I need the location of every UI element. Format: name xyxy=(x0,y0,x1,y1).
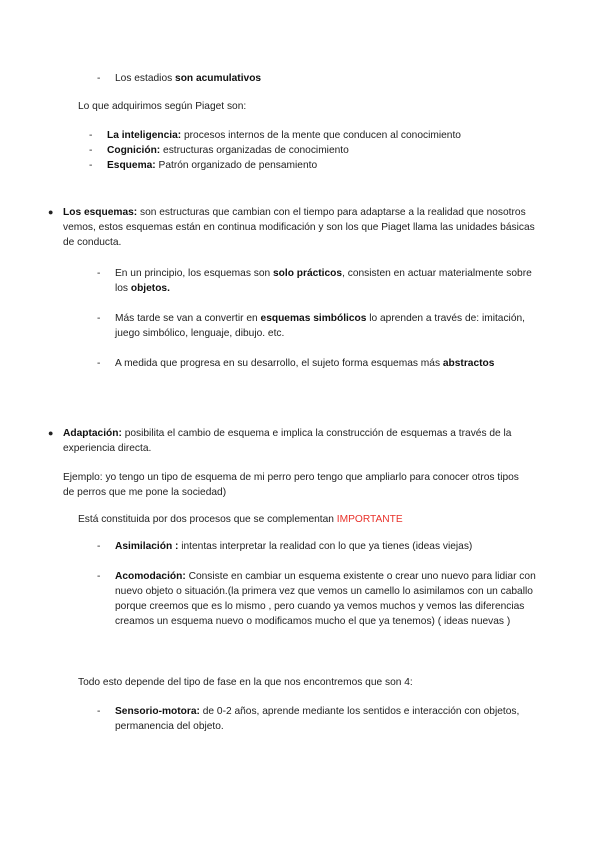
item-bold: solo prácticos xyxy=(273,268,343,279)
list-item xyxy=(89,158,589,173)
item-term: Acomodación: xyxy=(115,571,186,582)
item-term: Cognición: xyxy=(107,145,161,156)
bullet-marker: ● xyxy=(48,428,54,438)
item-text: En un principio, los esquemas son xyxy=(115,268,273,279)
importante-label: IMPORTANTE xyxy=(336,514,403,525)
adquisiciones-list xyxy=(89,128,589,173)
estadios-text: Los estadios xyxy=(115,73,176,84)
item-desc: intentas interpretar la realidad con lo que ya tienes (ideas viejas) xyxy=(178,541,473,552)
item-desc: de 0-2 años, aprende mediante los sentidos e interacción con objetos, permanencia del objeto. xyxy=(115,706,520,732)
dash-marker: - xyxy=(89,130,93,141)
estadios-bold: son acumulativos xyxy=(175,73,262,84)
acomodacion-item xyxy=(97,569,555,629)
asimilacion-item xyxy=(97,539,555,554)
dash-marker: - xyxy=(97,571,101,582)
adquirimos-line: Lo que adquirimos según Piaget son: xyxy=(78,101,247,112)
item-desc: Consiste en cambiar un esquema existente o crear uno nuevo para lidiar con nuevo objeto o situación.(la primera vez que vemos un camello lo asimilamos con un caballo porque creemos que es lo mismo , pero cuando ya vemos muchos y vemos las diferencias creamos un esquema nuevo o modificamos mucho el que ya tenemos) ( ideas nuevas ) xyxy=(115,571,536,627)
item-text: lo aprenden a través de: imitación, juego simbólico, lenguaje, dibujo. etc. xyxy=(115,313,525,339)
sensorio-motora-item xyxy=(97,704,555,734)
adaptacion-desc: posibilita el cambio de esquema e implica la construcción de esquemas a través de la experiencia directa. xyxy=(63,428,512,454)
item-term: Esquema: xyxy=(107,160,156,171)
bullet-marker: ● xyxy=(48,207,54,217)
item-text: , consisten en actuar materialmente sobre los xyxy=(115,268,532,294)
dash-marker: - xyxy=(97,268,101,279)
esquemas-paragraph xyxy=(48,205,543,250)
item-bold: esquemas simbólicos xyxy=(260,313,367,324)
item-desc: Patrón organizado de pensamiento xyxy=(155,160,318,171)
dash-marker: - xyxy=(89,145,93,156)
dash-marker: - xyxy=(89,160,93,171)
esquemas-item-practicos xyxy=(97,266,545,296)
list-item xyxy=(89,143,589,158)
item-desc: estructuras organizadas de conocimiento xyxy=(160,145,349,156)
item-text: A medida que progresa en su desarrollo, el sujeto forma esquemas más xyxy=(115,358,443,369)
dash-marker: - xyxy=(97,706,101,717)
item-term: La inteligencia: xyxy=(107,130,182,141)
item-text: Más tarde se van a convertir en xyxy=(115,313,261,324)
dash-marker: - xyxy=(97,313,101,324)
dash-marker: - xyxy=(97,73,101,84)
list-item xyxy=(89,128,589,143)
adaptacion-paragraph xyxy=(48,426,543,456)
ejemplo-paragraph: Ejemplo: yo tengo un tipo de esquema de mi perro pero tengo que ampliarlo para conocer otros tipos de perros que me pone la sociedad) xyxy=(63,472,519,498)
fases-intro: Todo esto depende del tipo de fase en la que nos encontremos que son 4: xyxy=(78,677,413,688)
item-bold: objetos. xyxy=(130,283,170,294)
adaptacion-term: Adaptación: xyxy=(63,428,122,439)
constituida-text: Está constituida por dos procesos que se complementan xyxy=(78,514,337,525)
dash-marker: - xyxy=(97,358,101,369)
dash-marker: - xyxy=(97,541,101,552)
esquemas-item-abstractos xyxy=(97,356,545,371)
esquemas-desc: son estructuras que cambian con el tiempo para adaptarse a la realidad que nosotros vemos, estos esquemas están en continua modificación y son los que Piaget llama las unidades básicas de conducta. xyxy=(63,207,535,248)
item-bold: abstractos xyxy=(442,358,495,369)
item-term: Asimilación : xyxy=(115,541,179,552)
item-term: Sensorio-motora: xyxy=(115,706,200,717)
esquemas-item-simbolicos xyxy=(97,311,545,341)
esquemas-term: Los esquemas: xyxy=(63,207,138,218)
estadios-line xyxy=(97,71,577,86)
item-desc: procesos internos de la mente que conducen al conocimiento xyxy=(181,130,461,141)
constituida-line xyxy=(78,512,558,527)
